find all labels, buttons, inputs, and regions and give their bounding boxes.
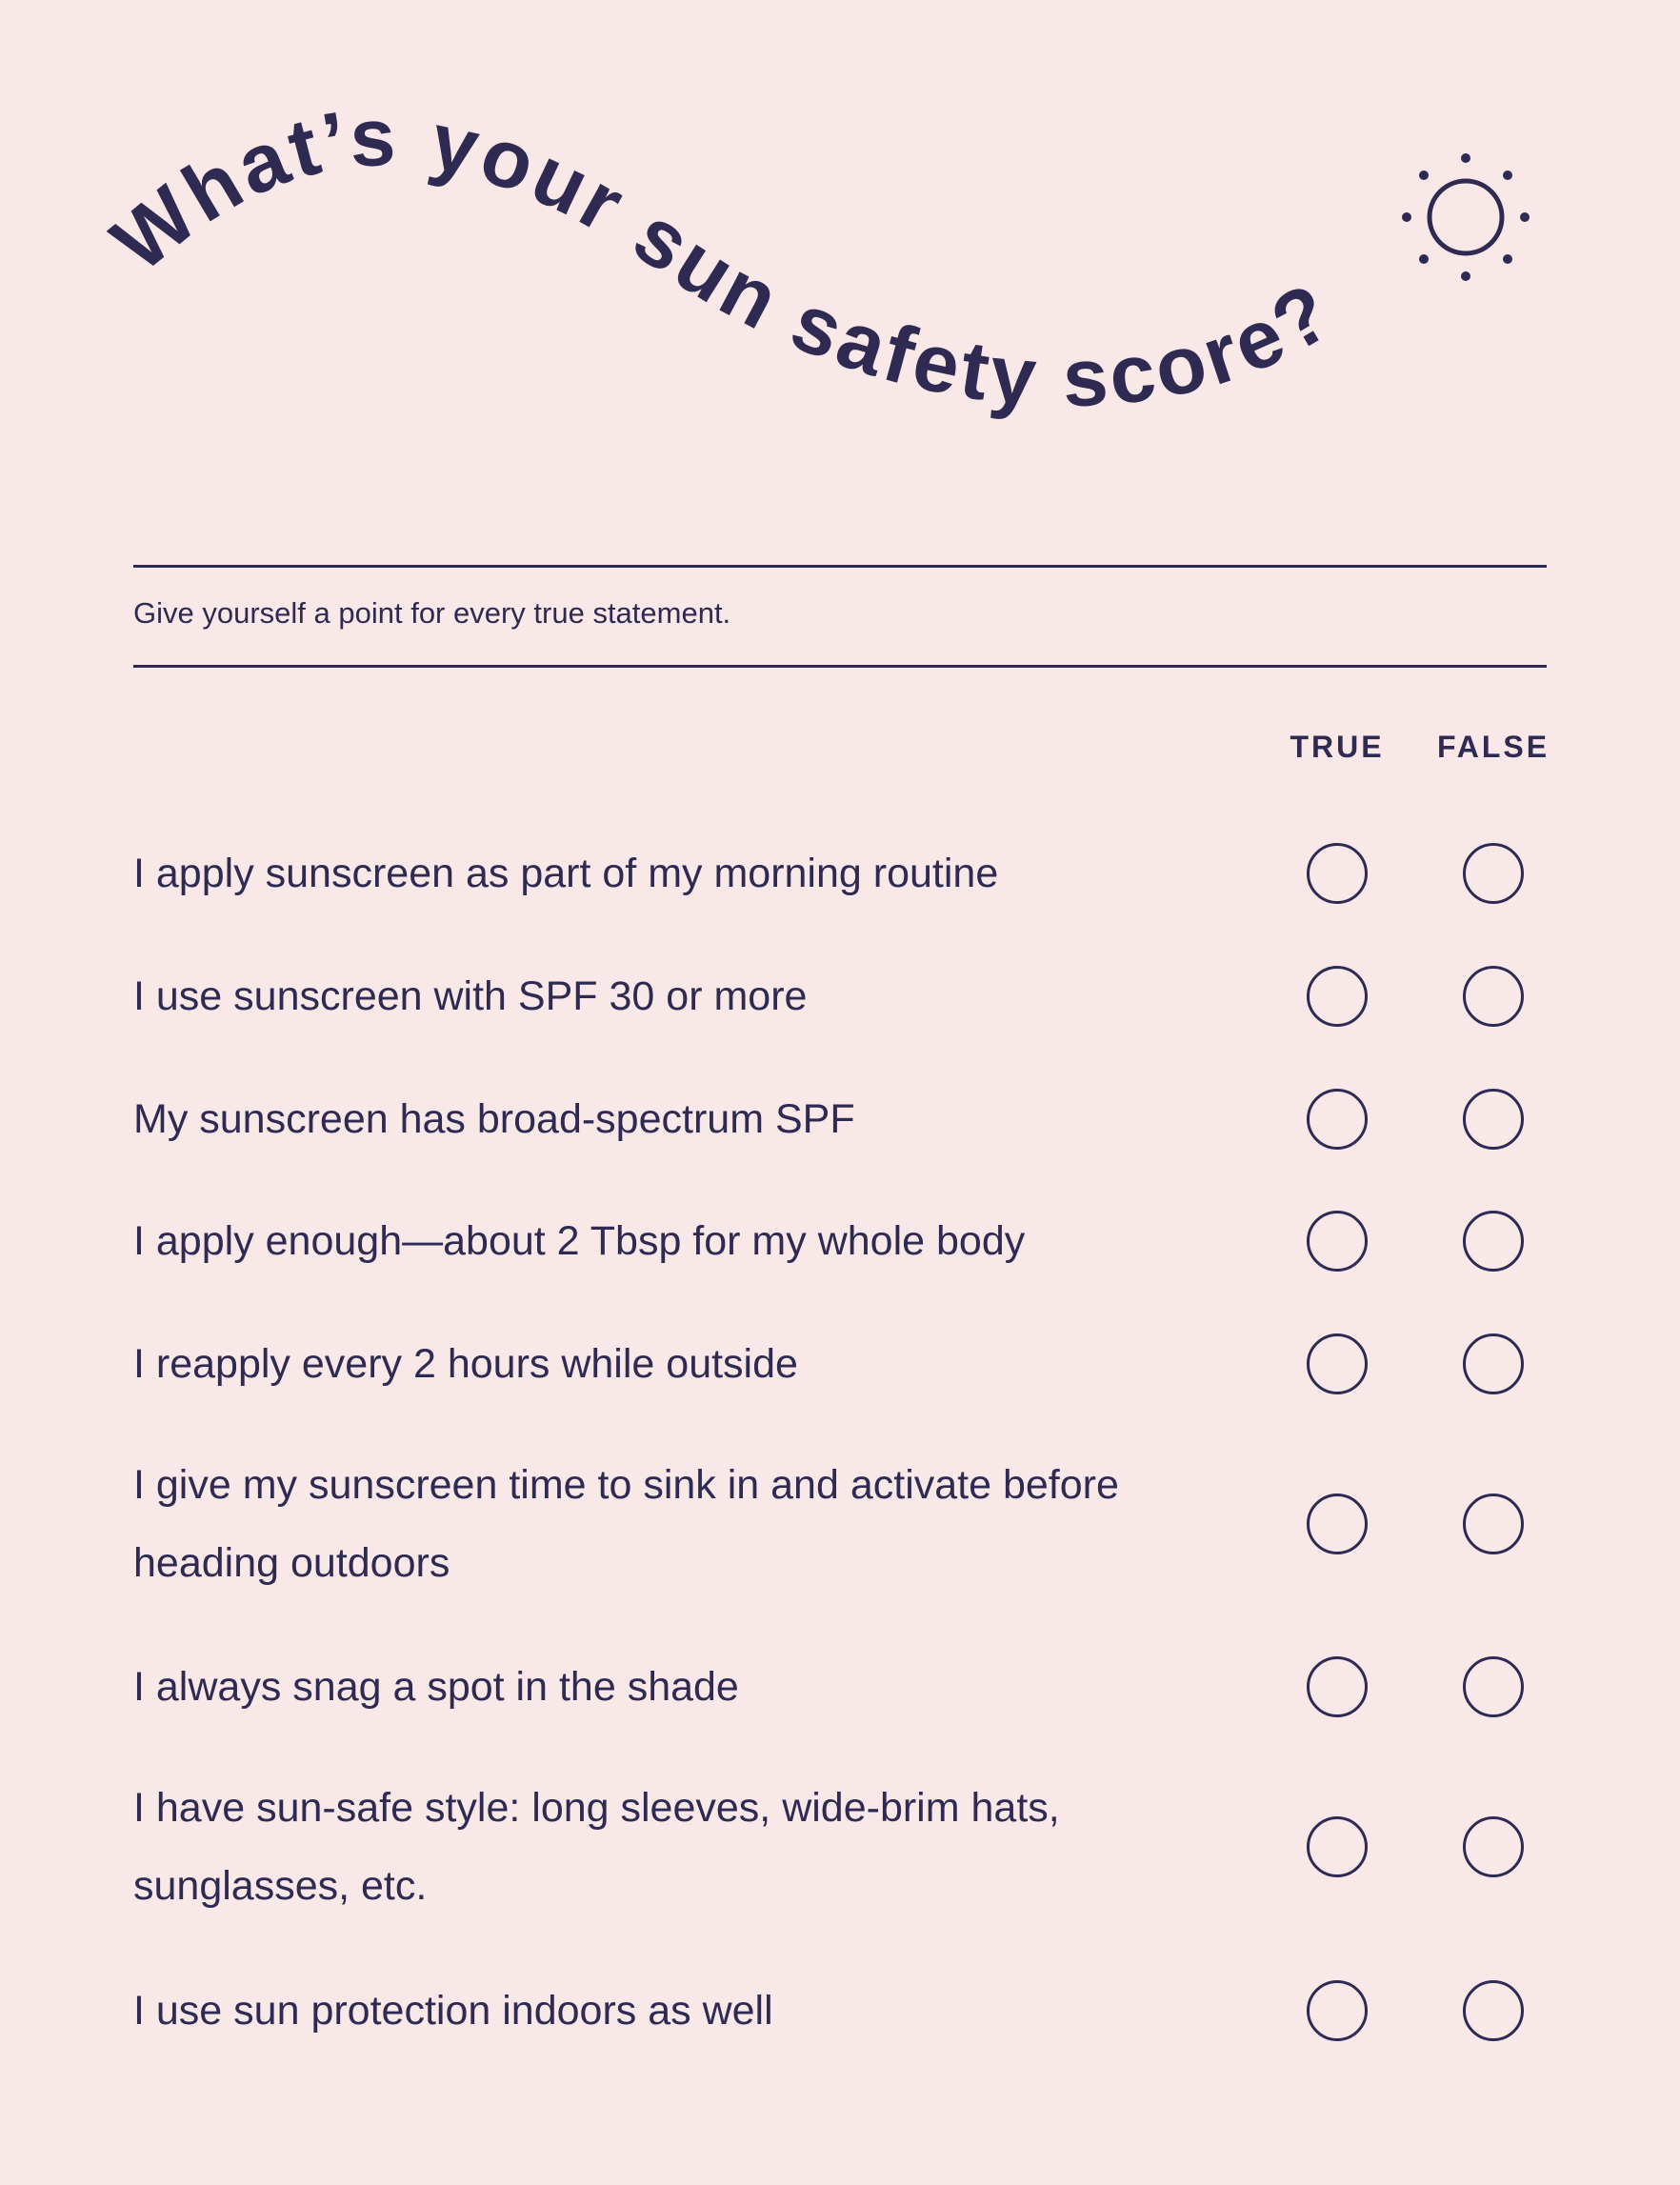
false-radio[interactable]	[1463, 1980, 1524, 2041]
true-radio[interactable]	[1307, 1816, 1368, 1877]
statement-text: I use sun protection indoors as well	[133, 1988, 773, 2034]
false-radio[interactable]	[1463, 1656, 1524, 1717]
statement-text: I give my sunscreen time to sink in and activate before heading outdoors	[133, 1462, 1119, 1586]
statement-text: I reapply every 2 hours while outside	[133, 1341, 798, 1387]
title-graphic	[0, 0, 1680, 533]
false-radio[interactable]	[1463, 1493, 1524, 1554]
false-radio[interactable]	[1463, 1816, 1524, 1877]
statement-text: My sunscreen has broad-spectrum SPF	[133, 1096, 855, 1142]
true-radio[interactable]	[1307, 1333, 1368, 1394]
instructions: Give yourself a point for every true statement.	[133, 596, 731, 630]
true-radio[interactable]	[1307, 1211, 1368, 1272]
statement-text: I use sunscreen with SPF 30 or more	[133, 973, 808, 1019]
sun-icon	[1402, 153, 1530, 281]
false-radio[interactable]	[1463, 1211, 1524, 1272]
false-radio[interactable]	[1463, 843, 1524, 904]
true-radio[interactable]	[1307, 1656, 1368, 1717]
true-radio[interactable]	[1307, 1980, 1368, 2041]
bottom-divider	[133, 665, 1547, 668]
true-column-header: TRUE	[1290, 730, 1385, 764]
statement-text: I apply enough—about 2 Tbsp for my whole body	[133, 1218, 1026, 1264]
false-radio[interactable]	[1463, 966, 1524, 1027]
page-title: What’s your sun safety score?	[95, 90, 1350, 425]
false-column-header: FALSE	[1436, 730, 1550, 764]
false-radio[interactable]	[1463, 1333, 1524, 1394]
statement-text: I have sun-safe style: long sleeves, wide-brim hats, sunglasses, etc.	[133, 1785, 1060, 1909]
true-radio[interactable]	[1307, 1493, 1368, 1554]
false-radio[interactable]	[1463, 1089, 1524, 1150]
top-divider	[133, 565, 1547, 568]
true-radio[interactable]	[1307, 843, 1368, 904]
true-radio[interactable]	[1307, 1089, 1368, 1150]
statement-text: I always snag a spot in the shade	[133, 1664, 739, 1710]
statement-text: I apply sunscreen as part of my morning routine	[133, 851, 999, 896]
true-radio[interactable]	[1307, 966, 1368, 1027]
